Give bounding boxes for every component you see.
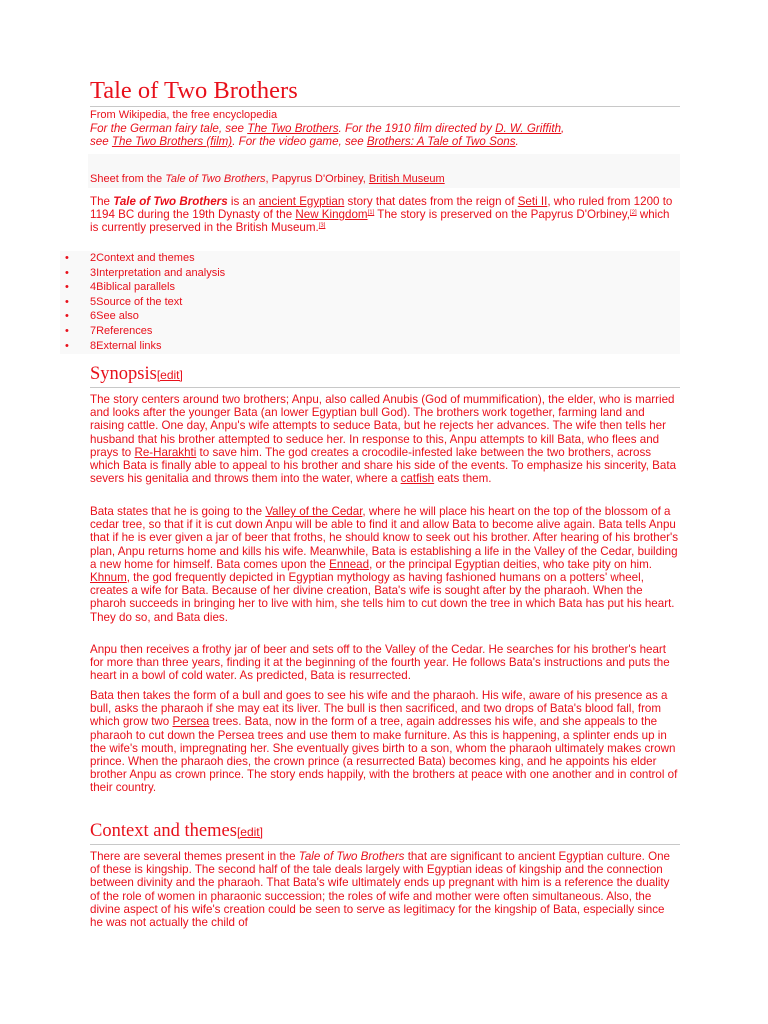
link-new-kingdom[interactable]: New Kingdom [295, 208, 368, 222]
ref-1[interactable]: [1] [367, 210, 375, 217]
link-re-harakhti[interactable]: Re-Harakhti [134, 445, 197, 459]
toc-item[interactable]: • 7References [65, 324, 153, 337]
site-subtitle: From Wikipedia, the free encyclopedia [90, 109, 278, 121]
hatnote: For the German fairy tale, see The Two Brothers. For the 1910 film directed by D. W. Griffith, see The Two Brothers (film). For the video game, see Brothers: A Tale of Two Sons. [90, 122, 565, 149]
toc-item[interactable]: • 4Biblical parallels [65, 281, 175, 294]
edit-link-context[interactable]: [edit] [236, 825, 263, 839]
edit-link-synopsis[interactable]: [edit] [156, 368, 183, 382]
toc-item[interactable]: • 6See also [65, 310, 139, 323]
ref-3[interactable]: [3] [318, 223, 326, 230]
image-caption: Sheet from the Tale of Two Brothers, Papyrus D'Orbiney, British Museum [90, 173, 445, 185]
link-british-museum[interactable]: British Museum [368, 173, 445, 185]
link-seti-ii[interactable]: Seti II [517, 195, 548, 208]
toc-item[interactable]: • 3Interpretation and analysis [65, 266, 226, 279]
context-heading: Context and themes[edit] [90, 820, 680, 845]
table-of-contents [60, 251, 680, 354]
link-ennead[interactable]: Ennead [329, 557, 370, 571]
synopsis-heading: Synopsis[edit] [90, 363, 680, 388]
synopsis-paragraph-4: Bata then takes the form of a bull and goes to see his wife and the pharaoh. His wife, aware of his presence as a bull, asks the pharaoh if she may eat its liver. The bull is then sacrificed, and two drops of Bata's blood fall, from which grow two Persea trees. Bata, now in the form of a tree, again addresses his wife, and she appeals to the pharaoh to cut down the Persea trees and use them to make furniture. As this is happening, a splinter ends up in the wife's mouth, impregnating her. She eventually gives birth to a son, whom the pharaoh ultimately makes crown prince. When the pharaoh dies, the crown prince (a resurrected Bata) becomes king, and he appoints his elder brother Anpu as crown prince. The story ends happily, with the brothers at peace with one another and in control of their country. [90, 689, 678, 795]
link-dw-griffith[interactable]: D. W. Griffith [495, 122, 562, 135]
link-brothers-video-game[interactable]: Brothers: A Tale of Two Sons [366, 135, 516, 149]
link-the-two-brothers[interactable]: The Two Brothers [247, 122, 339, 135]
toc-item[interactable]: • 8External links [65, 339, 162, 352]
toc-item[interactable]: • 2Context and themes [65, 252, 195, 264]
link-catfish[interactable]: catfish [400, 472, 435, 486]
toc-item[interactable]: • 5Source of the text [65, 295, 183, 308]
page-title: Tale of Two Brothers [90, 77, 680, 107]
link-khnum[interactable]: Khnum [90, 571, 127, 585]
link-valley-of-the-cedar[interactable]: Valley of the Cedar [265, 505, 363, 518]
ref-2[interactable]: [2] [629, 210, 637, 217]
context-paragraph-1: There are several themes present in the Tale of Two Brothers that are significant to ancient Egyptian culture. One of these is kingship. The second half of the tale deals largely with Egyptian ideas of kingship and the connection between divinity and the pharaoh. That Bata's wife ultimately ends up pregnant with him is a reference the duality of the role of women in pharaonic succession; the roles of wife and mother were often simultaneous. Also, the divine aspect of his wife's creation could be seen to serve as legitimacy for the kingship of Bata, especially since he was not actually the child of [90, 850, 671, 930]
link-persea[interactable]: Persea [172, 715, 210, 729]
synopsis-paragraph-3: Anpu then receives a frothy jar of beer and sets off to the Valley of the Cedar. He searches for his brother's heart for more than three years, finding it at the beginning of the fourth year. He follows Bata's instructions and puts the heart in a bowl of cold water. As predicted, Bata is resurrected. [90, 643, 670, 683]
link-two-brothers-film[interactable]: The Two Brothers (film) [111, 135, 233, 149]
lead-paragraph: The Tale of Two Brothers is an ancient Egyptian story that dates from the reign of Seti II, who ruled from 1200 to 1194 BC during the 19th Dynasty of the New Kingdom[1] The story is preserved on the Papyrus D'Orbiney,[2] which is currently preserved in the British Museum.[3] [90, 195, 673, 235]
synopsis-paragraph-2: Bata states that he is going to the Valley of the Cedar, where he will place his heart on the top of the blossom of a cedar tree, so that if it is cut down Anpu will be able to find it and allow Bata to become alive again. Bata tells Anpu that if he is ever given a jar of beer that froths, he should know to seek out his brother. After hearing of his brother's plan, Anpu returns home and kills his wife. Meanwhile, Bata is establishing a life in the Valley of the Cedar, building a new home for himself. Bata comes upon the Ennead, or the principal Egyptian deities, who take pity on him. Khnum, the god frequently depicted in Egyptian mythology as having fashioned humans on a potters' wheel, creates a wife for Bata. Because of her divine creation, Bata's wife is sought after by the pharaoh. When the pharoh succeeds in bringing her to live with him, she tells him to cut down the tree in which Bata has put his heart. They do so, and Bata dies. [90, 505, 679, 624]
link-ancient-egyptian[interactable]: ancient Egyptian [258, 195, 345, 208]
synopsis-paragraph-1: The story centers around two brothers; Anpu, also called Anubis (God of mummification), the elder, who is married and looks after the younger Bata (an lower Egyptian bull God). The brothers work together, farming land and raising cattle. One day, Anpu's wife attempts to seduce Bata, but he rejects her advances. The wife then tells her husband that his brother attempted to seduce her. In response to this, Anpu attempts to kill Bata, who flees and prays to Re-Harakhti to save him. The god creates a crocodile-infested lake between the two brothers, across which Bata is finally able to appeal to his brother and share his side of the events. To emphasize his sincerity, Bata severs his genitalia and throws them into the water, where a catfish eats them. [90, 393, 677, 486]
